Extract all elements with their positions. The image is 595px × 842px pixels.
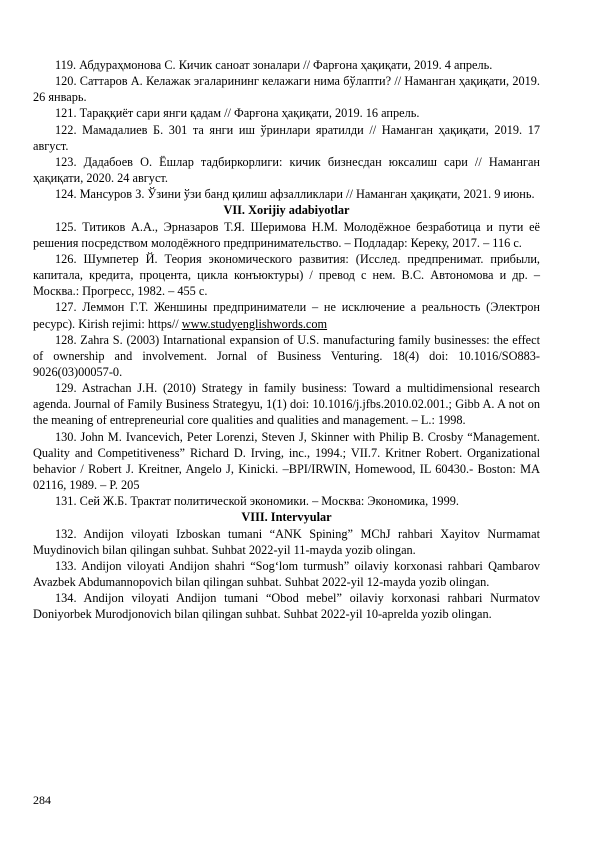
reference-125: 125. Титиков А.А., Эрназаров Т.Я. Шеримова Н.М. Молодёжное безработица и пути её решения посредством молодёжного предпринимательство. – Подладар: Кереку, 2017. – 116 с. (33, 219, 540, 250)
reference-127-link[interactable]: www.studyenglishwords.com (181, 316, 328, 331)
section-heading-interviews: VIII. Intervyular (241, 510, 332, 525)
reference-128: 128. Zahra S. (2003) Intarnational expansion of U.S. manufacturing family businesses: the effect of ownership and involvement. Jornal of Business Venturing. 18(4) doi: 10.1016/SO883-9026(03)00057-0. (33, 332, 540, 379)
bibliography-page (33, 57, 540, 622)
reference-123: 123. Дадабоев О. Ёшлар тадбиркорлиги: кичик бизнесдан юксалиш сари // Наманган ҳақиқати, 2020. 24 август. (33, 154, 540, 186)
reference-133: 133. Andijon viloyati Andijon shahri “Sog‘lom turmush” oilaviy korxonasi rahbari Qambarov Avazbek Abdumannopovich bilan qilingan suhbat. Suhbat 2022-yil 12-mayda yozib olingan. (33, 558, 540, 589)
reference-131: 131. Сей Ж.Б. Трактат политической экономики. – Москва: Экономика, 1999. (55, 494, 459, 509)
page-number: 284 (33, 793, 51, 807)
reference-129: 129. Astrachan J.H. (2010) Strategy in family business: Toward a multidimensional research agenda. Journal of Family Business Strategyu, 1(1) doi: 10.1016/j.jfbs.2010.02.001.; Gibb A. A not on the meaning of entrepreneurial core qualities and qualities and management. – L.: 1998. (33, 381, 540, 428)
reference-122: 122. Мамадалиев Б. 301 та янги иш ўринлари яратилди // Наманган ҳақиқати, 2019. 17 август. (33, 122, 540, 153)
reference-120: 120. Саттаров А. Келажак эгаларининг келажаги нима бўлапти? // Наманган ҳақиқати, 2019. 26 январь. (33, 74, 540, 105)
reference-132: 132. Andijon viloyati Izboskan tumani “ANK Spining” MChJ rahbari Xayitov Nurmamat Muydinovich bilan qilingan suhbat. Suhbat 2022-yil 11-mayda yozib olingan. (33, 526, 540, 557)
reference-124: 124. Мансуров З. Ўзини ўзи банд қилиш афзалликлари // Наманган ҳақиқати, 2021. 9 июнь. (55, 187, 535, 202)
section-heading-foreign-literature: VII. Xorijiy adabiyotlar (223, 203, 350, 218)
reference-130: 130. John M. Ivancevich, Peter Lorenzi, Steven J, Skinner with Philip B. Crosby “Management. Quality and Competitiveness” Richard D. Irving, inc., 1994.; VII.7. Kritner Robert. Organizational behavior / Robert J. Kreitner, Angelo J, Kinicki. –BPI/IRWIN, Homewood, IL 60430.- Boston: MA 02116, 1989. – P. 205 (33, 429, 540, 493)
reference-121: 121. Тараққиёт сари янги қадам // Фарғона ҳақиқати, 2019. 16 апрель. (55, 106, 420, 121)
reference-127 (33, 299, 540, 331)
reference-127-text: 127. Леммон Г.Т. Женшины предприниматели – не исключение а реальность (Электрон ресурс). Kirish rejimi: https// (33, 300, 540, 331)
reference-119: 119. Абдураҳмонова С. Кичик саноат зоналари // Фарғона ҳақиқати, 2019. 4 апрель. (55, 58, 493, 72)
reference-134: 134. Andijon viloyati Andijon tumani “Obod mebel” oilaviy korxonasi rahbari Nurmatov Doniyorbek Murodjonovich bilan qilingan suhbat. Suhbat 2022-yil 10-aprelda yozib olingan. (33, 591, 540, 622)
reference-126: 126. Шумпетер Й. Теория экономического развития: (Исслед. предпренимат. прибыли, капитала, кредита, процента, цикла конъюктуры) / превод с нем. В.С. Автономова и др. – Москва.: Прогресс, 1982. – 455 с. (33, 251, 540, 299)
